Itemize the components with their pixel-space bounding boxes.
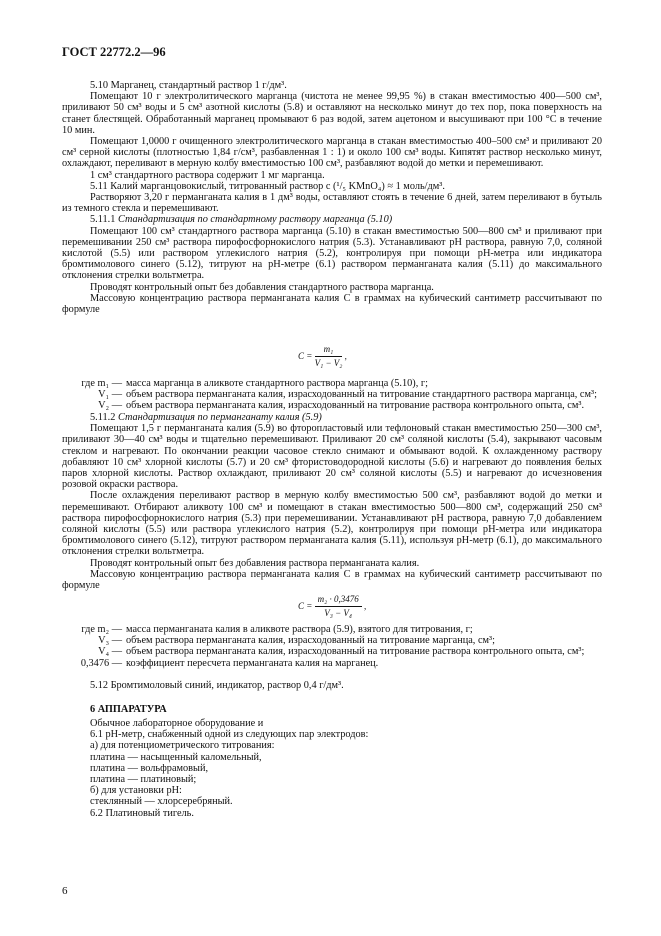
document-header: ГОСТ 22772.2—96 — [62, 45, 166, 59]
where1-description: объем раствора перманганата калия, израсходованный на титрование стандартного раствора марганца, см³; — [126, 389, 597, 401]
block2-paragraph: Помещают 1,5 г перманганата калия (5.9) во фторопластовый или тефлоновый стакан вместимостью 250—300 см³, приливают 30—40 см³ воды и тщательно перемешивают. Приливают 20 см³ соляной кислоты (5.4), закрывают часовым стеклом и нагревают. По окончании реакции часовое стекло снимают и обмывают водой. К охлажденному раствору добавляют 10 см³ хлорной кислоты (5.7) и 20 см³ фтористоводородной кислоты (5.6) и нагревают до появления белых паров хлорной кислоты. Раствор охлаждают, приливают 20 см³ соляной кислоты (5.5) и нагревают до исчезновения розовой окраски раствора. — [62, 423, 602, 491]
block1-paragraph: Проводят контрольный опыт без добавления стандартного раствора марганца. — [90, 281, 434, 293]
block1-paragraph: Помещают 1,0000 г очищенного электролитического марганца в стакан вместимостью 400–500 см³ и приливают 20 см³ серной кислоты (плотностью 1,84 г/см³, разбавленная 1 : 1) и около 100 см³ воды. Кипятят раствор несколько минут, охлаждают, переливают в мерную колбу вместимостью 100 см³, разбавляют водой до метки и перемешивают. — [62, 136, 602, 170]
formula-2-tail: , — [363, 600, 367, 611]
formula-2-fraction — [315, 594, 362, 619]
formula-1-numerator: m₁ — [315, 344, 343, 357]
section-6-title: 6 АППАРАТУРА — [90, 704, 167, 715]
where2-symbol: где m₂ — — [81, 624, 122, 635]
where2-description: коэффициент пересчета перманганата калия на марганец. — [126, 657, 379, 669]
block2-paragraph: Проводят контрольный опыт без добавления раствора перманганата калия. — [90, 557, 420, 569]
formula-2-lhs: C = — [298, 600, 313, 611]
section-5-12 — [62, 680, 602, 691]
block2-paragraph: Массовую концентрацию раствора перманганата калия C в граммах на кубический сантиметр рассчитывают по формуле — [62, 568, 602, 592]
block1-paragraph: 5.11 Калий марганцовокислый, титрованный раствор c (¹/₅ KMnO₄) ≈ 1 моль/дм³. — [90, 180, 445, 192]
where2-symbol: V₃ — — [98, 635, 122, 647]
formula-1-lhs: C = — [298, 350, 313, 361]
block4-paragraph: а) для потенциометрического титрования: — [90, 740, 275, 752]
block4-paragraph: Обычное лабораторное оборудование и — [90, 718, 264, 729]
where2-row — [62, 646, 602, 657]
formula-1 — [298, 344, 347, 369]
block2-paragraph: После охлаждения переливают раствор в мерную колбу вместимостью 500 см³, разбавляют водой до метки и перемешивают. Отбирают аликвоту 100 см³ и помещают в стакан вместимостью 500—800 см³, содержащий 250 см³ раствора пирофосфорнокислого натрия (5.3) при перемешивании. Устанавливают рН раствора, равную 7,0 добавлением соляной кислоты (5.5) или раствора углекислого натрия (5.2), контролируя при помощи рН-метра или индикатора бромтимолового синего (5.12), титруют раствором перманганата калия (5.11), используя рН-метр (6.1), до максимального отклонения стрелки вольтметра. — [62, 490, 602, 558]
where1-row — [62, 389, 602, 400]
where2-row — [62, 624, 602, 635]
block1-paragraph: 5.10 Марганец, стандартный раствор 1 г/дм³. — [90, 80, 287, 91]
block4-paragraph: платина — вольфрамовый, — [90, 762, 209, 774]
formula-1-fraction — [315, 344, 343, 369]
block1-paragraph: Помещают 10 г электролитического марганца (чистота не менее 99,95 %) в стакан вместимостью 400—500 см³, приливают 50 см³ воды и 5 см³ азотной кислоты (5.8) и оставляют на несколько минут до тех пор, пока поверхность на станет блестящей. Обработанный марганец промывают 6 раз водой, затем ацетоном и высушивают при 100 °С в течение 10 мин. — [62, 91, 602, 136]
formula-2-denominator: V₃ − V₄ — [324, 608, 353, 619]
section-6-body — [62, 718, 602, 819]
where1-symbol: V₂ — — [98, 400, 122, 412]
where1-symbol: V₁ — — [98, 389, 122, 401]
block1-paragraph: 1 см³ стандартного раствора содержит 1 мг марганца. — [90, 169, 325, 181]
where2-description: масса перманганата калия в аликвоте раствора (5.9), взятого для титрования, г; — [126, 624, 473, 635]
section-5-11-2 — [62, 412, 602, 591]
block4-paragraph: платина — платиновый; — [90, 774, 197, 786]
where1-symbol: где m₁ — — [81, 378, 122, 389]
where1-description: масса марганца в аликвоте стандартного раствора марганца (5.10), г; — [126, 378, 428, 389]
where2-symbol: 0,3476 — — [80, 657, 122, 669]
page-number: 6 — [62, 885, 68, 897]
where-list-2 — [62, 624, 602, 669]
block3-paragraph: 5.12 Бромтимоловый синий, индикатор, раствор 0,4 г/дм³. — [90, 680, 344, 691]
formula-2-numerator: m₂ · 0,3476 — [315, 594, 362, 607]
where1-row — [62, 400, 602, 411]
formula-1-denominator: V₁ − V₂ — [314, 358, 343, 369]
block1-paragraph: Помещают 100 см³ стандартного раствора марганца (5.10) в стакан вместимостью 500—800 см³ и приливают при перемешивании 250 см³ раствора пирофосфорнокислого натрия (5.3). Устанавливают рН раствора, равную 7,0, соляной кислотой (5.5) или раствором углекислого натрия (5.2), контролируя при помощи рН-метра или индикатора бромтимолового синего (5.12), титруют на рН-метре (6.1) раствором перманганата калия (5.11) до максимального отклонения стрелки вольтметра. — [62, 225, 602, 282]
block1-paragraph: Массовую концентрацию раствора перманганата калия C в граммах на кубический сантиметр рассчитывают по формуле — [62, 292, 602, 316]
where2-description: объем раствора перманганата калия, израсходованный на титрование марганца, см³; — [126, 635, 495, 647]
block4-paragraph: 6.2 Платиновый тигель. — [90, 807, 194, 819]
where1-description: объем раствора перманганата калия, израсходованный на титрование раствора контрольного опыта, см³. — [126, 400, 585, 412]
where1-row — [62, 378, 602, 389]
where2-row — [62, 635, 602, 646]
block4-paragraph: стеклянный — хлорсеребряный. — [90, 796, 233, 808]
where2-row — [62, 658, 602, 669]
block1-paragraph: Растворяют 3,20 г перманганата калия в 1 дм³ воды, оставляют стоять в течение 6 дней, затем переливают в бутыль из темного стекла и перемешивают. — [62, 192, 602, 215]
block2-paragraph: 5.11.2 Стандартизация по перманганату калия (5.9) — [90, 412, 322, 423]
block4-paragraph: 6.1 рН-метр, снабженный одной из следующих пар электродов: — [90, 729, 369, 741]
where2-description: объем раствора перманганата калия, израсходованный на титрование раствора контрольного опыта, см³; — [126, 646, 585, 658]
where-list-1 — [62, 378, 602, 412]
formula-2 — [298, 594, 366, 619]
section-5-10-to-5-11-1 — [62, 80, 602, 315]
section-6 — [62, 704, 602, 715]
formula-1-tail: , — [344, 350, 347, 361]
block1-paragraph: 5.11.1 Стандартизация по стандартному раствору марганца (5.10) — [90, 214, 393, 226]
where2-symbol: V₄ — — [98, 646, 122, 658]
block4-paragraph: платина — насыщенный каломельный, — [90, 751, 262, 763]
block4-paragraph: б) для установки рН: — [90, 785, 182, 797]
